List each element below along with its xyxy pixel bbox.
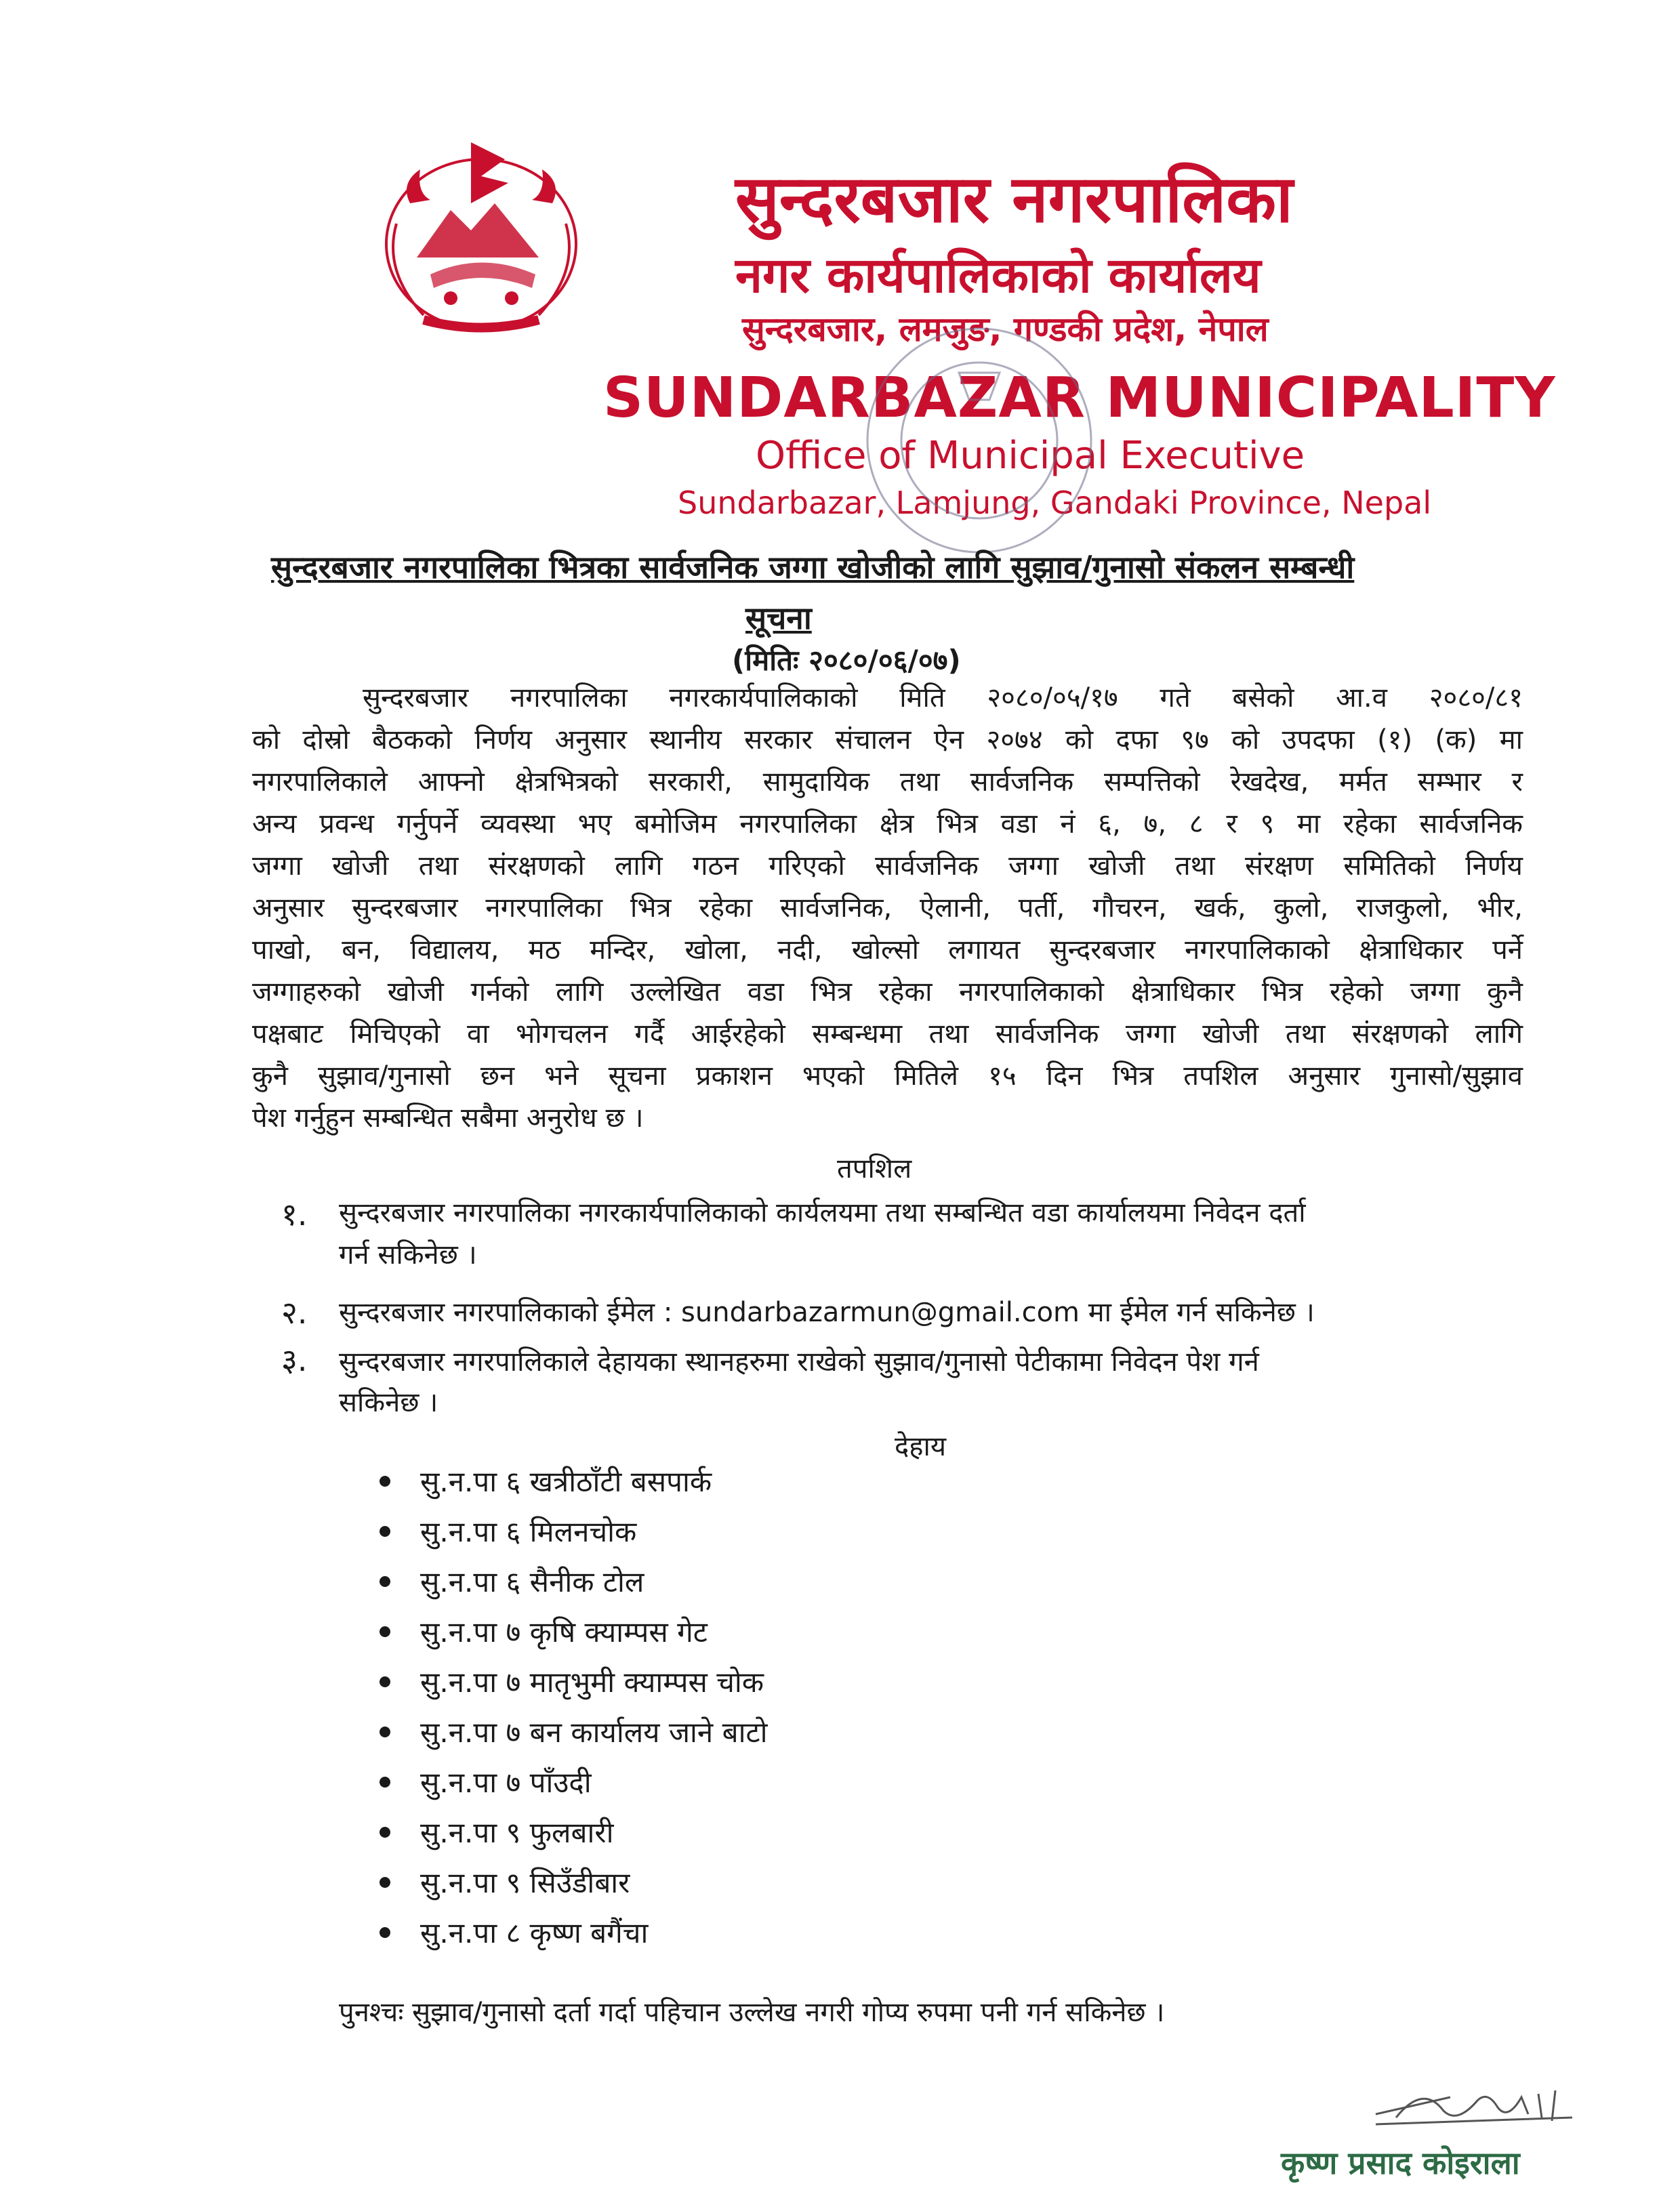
- office-name-en: Office of Municipal Executive: [756, 434, 1305, 478]
- list-item: [380, 1457, 768, 1507]
- body-line: पेश गर्नुहुन सम्बन्धित सबैमा अनुरोध छ ।: [252, 1102, 644, 1134]
- postscript: पुनश्चः सुझाव/गुनासो दर्ता गर्दा पहिचान उल्लेख नगरी गोप्य रुपमा पनी गर्न सकिनेछ ।: [339, 1997, 1165, 2028]
- item-text-cont: सकिनेछ ।: [339, 1387, 438, 1418]
- bullet-icon: [380, 1676, 390, 1687]
- body-line: को दोस्रो बैठकको निर्णय अनुसार स्थानीय सरकार संचालन ऐन २०७४ को दफा ९७ को उपदफा (१) (क) मा: [252, 724, 1523, 756]
- notice-title-suchana: सूचना: [745, 600, 812, 636]
- list-item: [380, 1758, 768, 1808]
- list-item: [380, 1507, 768, 1557]
- address-en: Sundarbazar, Lamjung, Gandaki Province, Nepal: [678, 484, 1432, 521]
- item-text-cont: गर्न सकिनेछ ।: [339, 1239, 477, 1271]
- location-label: सु.न.पा ६ खत्रीठाँटी बसपार्क: [420, 1465, 712, 1498]
- bullet-icon: [380, 1927, 390, 1938]
- signature-image: [1369, 2077, 1599, 2131]
- location-label: सु.न.पा ९ सिउँडीबार: [420, 1866, 630, 1899]
- list-item: [380, 1858, 768, 1908]
- body-line: अनुसार सुन्दरबजार नगरपालिका भित्र रहेका सार्वजनिक, ऐलानी, पर्ती, गौचरन, खर्क, कुलो, राजकुलो, भीर,: [252, 892, 1523, 924]
- list-item: [380, 1557, 768, 1607]
- municipality-name-en: SUNDARBAZAR MUNICIPALITY: [603, 366, 1556, 430]
- bullet-icon: [380, 1476, 390, 1487]
- body-line: सुन्दरबजार नगरपालिका नगरकार्यपालिकाको मिति २०८०/०५/१७ गते बसेको आ.व २०८०/८१: [363, 682, 1523, 714]
- location-label: सु.न.पा ९ फुलबारी: [420, 1816, 614, 1849]
- list-item: [380, 1607, 768, 1657]
- notice-title: सुन्दरबजार नगरपालिका भित्रका सार्वजनिक जग्गा खोजीको लागि सुझाव/गुनासो संकलन सम्बन्धी: [271, 549, 1355, 585]
- list-item: [380, 1708, 768, 1758]
- locations-list: [380, 1457, 768, 1958]
- location-label: सु.न.पा ६ मिलनचोक: [420, 1515, 637, 1548]
- details-heading: तपशिल: [837, 1153, 912, 1184]
- bullet-icon: [380, 1727, 390, 1737]
- item-text: सुन्दरबजार नगरपालिकाले देहायका स्थानहरुमा राखेको सुझाव/गुनासो पेटीकामा निवेदन पेश गर्न: [339, 1346, 1259, 1378]
- body-line: कुनै सुझाव/गुनासो छन भने सूचना प्रकाशन भएको मितिले १५ दिन भित्र तपशिल अनुसार गुनासो/सुझाव: [252, 1060, 1523, 1092]
- address-ne: सुन्दरबजार, लमजुङ, गण्डकी प्रदेश, नेपाल: [742, 310, 1269, 349]
- locations-heading: देहाय: [895, 1431, 947, 1462]
- notice-date: (मितिः २०८०/०६/०७): [732, 644, 961, 677]
- body-line: पक्षबाट मिचिएको वा भोगचलन गर्दै आईरहेको सम्बन्धमा तथा सार्वजनिक जग्गा खोजी तथा संरक्षणको लागि: [252, 1018, 1523, 1050]
- location-label: सु.न.पा ७ पाँउदी: [420, 1766, 592, 1799]
- location-label: सु.न.पा ८ कृष्ण बगैंचा: [420, 1916, 649, 1949]
- bullet-icon: [380, 1777, 390, 1788]
- body-line: पाखो, बन, विद्यालय, मठ मन्दिर, खोला, नदी, खोल्सो लगायत सुन्दरबजार नगरपालिकाको क्षेत्राधिकार पर्ने: [252, 934, 1523, 966]
- bullet-icon: [380, 1877, 390, 1888]
- list-item: [380, 1808, 768, 1858]
- bullet-icon: [380, 1827, 390, 1838]
- item-number: ३.: [281, 1342, 308, 1378]
- body-line: जग्गाहरुको खोजी गर्नको लागि उल्लेखित वडा भित्र रहेका नगरपालिकाको क्षेत्राधिकार भित्र रहेको जग्गा कुनै: [252, 976, 1523, 1008]
- bullet-icon: [380, 1526, 390, 1537]
- item-number: १.: [281, 1196, 308, 1233]
- nepal-emblem-icon: [369, 129, 593, 339]
- signatory-name: कृष्ण प्रसाद कोइराला: [1281, 2145, 1520, 2181]
- bullet-icon: [380, 1576, 390, 1587]
- body-line: नगरपालिकाले आफ्नो क्षेत्रभित्रको सरकारी, सामुदायिक तथा सार्वजनिक सम्पत्तिको रेखदेख, मर्मत सम्भार र: [252, 766, 1523, 798]
- list-item: [380, 1657, 768, 1708]
- bullet-icon: [380, 1626, 390, 1637]
- location-label: सु.न.पा ७ मातृभुमी क्याम्पस चोक: [420, 1666, 764, 1699]
- location-label: सु.न.पा ७ कृषि क्याम्पस गेट: [420, 1615, 708, 1649]
- item-text: सुन्दरबजार नगरपालिकाको ईमेल : sundarbazarmun@gmail.com मा ईमेल गर्न सकिनेछ ।: [339, 1297, 1315, 1328]
- item-number: २.: [281, 1294, 308, 1331]
- location-label: सु.न.पा ६ सैनीक टोल: [420, 1565, 644, 1598]
- item-text: सुन्दरबजार नगरपालिका नगरकार्यपालिकाको कार्यलयमा तथा सम्बन्धित वडा कार्यालयमा निवेदन दर्ता: [339, 1197, 1306, 1229]
- office-stamp-icon: [844, 318, 1115, 562]
- location-label: सु.न.पा ७ बन कार्यालय जाने बाटो: [420, 1716, 768, 1749]
- body-line: जग्गा खोजी तथा संरक्षणको लागि गठन गरिएको सार्वजनिक जग्गा खोजी तथा संरक्षण समितिको निर्णय: [252, 850, 1523, 882]
- list-item: [380, 1908, 768, 1958]
- office-name-ne: नगर कार्यपालिकाको कार्यालय: [735, 247, 1261, 304]
- body-line: अन्य प्रवन्ध गर्नुपर्ने व्यवस्था भए बमोजिम नगरपालिका क्षेत्र भित्र वडा नं ६, ७, ८ र ९ मा रहेका सार्वजनिक: [252, 808, 1523, 840]
- municipality-name-ne: सुन्दरबजार नगरपालिका: [735, 161, 1293, 237]
